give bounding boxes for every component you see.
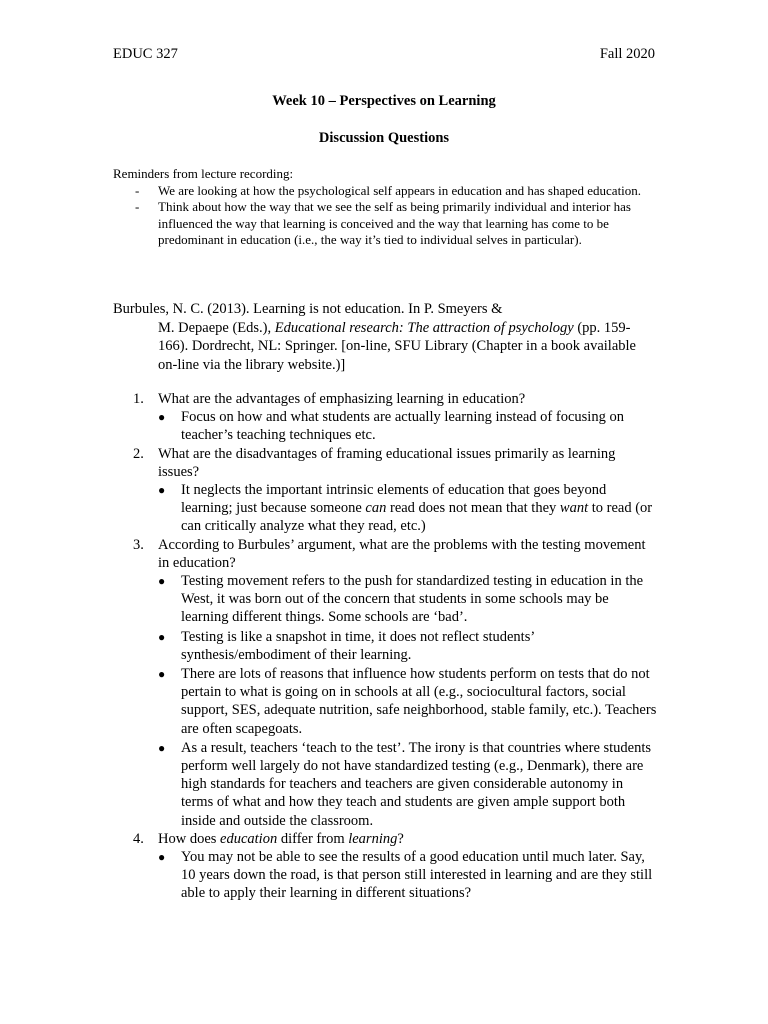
- answer-text: Focus on how and what students are actually learning instead of focusing on teacher’s teaching techniques etc.: [181, 409, 624, 444]
- answer-list: [158, 481, 658, 536]
- reading-citation: [113, 300, 653, 374]
- answer-text: Testing is like a snapshot in time, it does not reflect students’ synthesis/embodiment of their learning.: [181, 628, 535, 663]
- bullet-icon: ●: [158, 574, 166, 589]
- question-text-part: differ from: [277, 830, 349, 847]
- question-item: [113, 536, 658, 830]
- answer-list: [158, 848, 658, 903]
- question-number: 1.: [133, 391, 144, 407]
- reminder-item: [113, 199, 653, 249]
- answer-list: [158, 408, 658, 444]
- reminder-text: Think about how the way that we see the self as being primarily individual and interior has influenced the way that learning is conceived and the way that learning has come to be predominant in education (i.e., the way it’s tied to individual selves in particular).: [158, 199, 631, 248]
- bullet-icon: ●: [158, 483, 166, 498]
- answer-text: You may not be able to see the results of a good education until much later. Say, 10 years down the road, is that person still interested in learning and are they still able to apply their learning in different situations?: [181, 849, 653, 902]
- question-text: What are the disadvantages of framing educational issues primarily as learning issues?: [158, 445, 616, 480]
- reminder-item: [113, 183, 653, 200]
- citation-editors: M. Depaepe (Eds.),: [158, 319, 275, 336]
- question-text: According to Burbules’ argument, what are the problems with the testing movement in education?: [158, 536, 646, 571]
- question-emphasis: learning: [348, 830, 398, 847]
- answer-item: [158, 408, 658, 444]
- question-item: [113, 390, 658, 445]
- question-number: 4.: [133, 830, 144, 847]
- answer-item: [158, 665, 658, 738]
- answer-emphasis: want: [559, 500, 589, 517]
- bullet-icon: ●: [158, 410, 166, 425]
- answer-list: [158, 572, 658, 830]
- answer-item: [158, 628, 658, 664]
- dash-marker: -: [135, 199, 140, 215]
- answer-item: [158, 848, 658, 903]
- reminders-intro: Reminders from lecture recording:: [113, 166, 294, 181]
- answer-emphasis: can: [365, 500, 387, 517]
- answer-text: [181, 482, 652, 534]
- answer-text-part: It neglects the important intrinsic elements of education that goes beyond learning; just because someone: [181, 482, 607, 517]
- page-title: Week 10 – Perspectives on Learning: [272, 93, 496, 109]
- question-emphasis: education: [220, 830, 278, 847]
- answer-item: [158, 481, 658, 536]
- bullet-icon: ●: [158, 667, 166, 682]
- bullet-icon: ●: [158, 629, 166, 644]
- question-text: [158, 830, 658, 848]
- citation-book-title: Educational research: The attraction of psychology: [274, 319, 574, 336]
- question-text-part: ?: [397, 830, 404, 847]
- citation-line1: Burbules, N. C. (2013). Learning is not education. In P. Smeyers &: [113, 301, 503, 317]
- dash-marker: -: [135, 182, 140, 198]
- answer-text: As a result, teachers ‘teach to the test’. The irony is that countries where students perform well largely do not have standardized testing (e.g., Denmark), there are high standards for teachers and teachers are given considerable autonomy in terms of what and how they teach and students are given ample support both inside and outside the classroom.: [181, 739, 652, 829]
- course-code: EDUC 327: [113, 46, 178, 62]
- answer-text: Testing movement refers to the push for standardized testing in education in the West, it was born out of the concern that students in some schools may be learning different things. Some schools are ‘bad’.: [181, 573, 644, 626]
- answer-text: There are lots of reasons that influence how students perform on tests that do not pertain to what is going on in schools at all (e.g., sociocultural factors, social support, SES, adequate nutrition, safe neighborhood, stable family, etc.). Teachers are often scapegoats.: [181, 666, 657, 737]
- question-number: 2.: [133, 445, 144, 462]
- question-text-part: How does: [158, 830, 221, 847]
- section-title: Discussion Questions: [318, 130, 450, 146]
- questions-list: [113, 390, 658, 903]
- reminders-block: [113, 166, 653, 249]
- term: Fall 2020: [599, 46, 655, 62]
- reminders-list: [113, 183, 653, 249]
- answer-text-part: to read (or can critically analyze what they read, etc.): [181, 500, 653, 535]
- question-item: [113, 830, 658, 903]
- citation-continuation: [113, 319, 653, 375]
- question-text: What are the advantages of emphasizing learning in education?: [158, 391, 526, 407]
- answer-item: [158, 739, 658, 830]
- question-number: 3.: [133, 536, 144, 553]
- bullet-icon: ●: [158, 850, 166, 865]
- answer-item: [158, 572, 658, 627]
- bullet-icon: ●: [158, 740, 166, 755]
- question-item: [113, 445, 658, 536]
- citation-details: (pp. 159-166). Dordrecht, NL: Springer. [on-line, SFU Library (Chapter in a book available on-line via the library website.)]: [158, 319, 636, 373]
- reminder-text: We are looking at how the psychological self appears in education and has shaped education.: [158, 182, 642, 198]
- answer-text-part: read does not mean that they: [386, 500, 560, 517]
